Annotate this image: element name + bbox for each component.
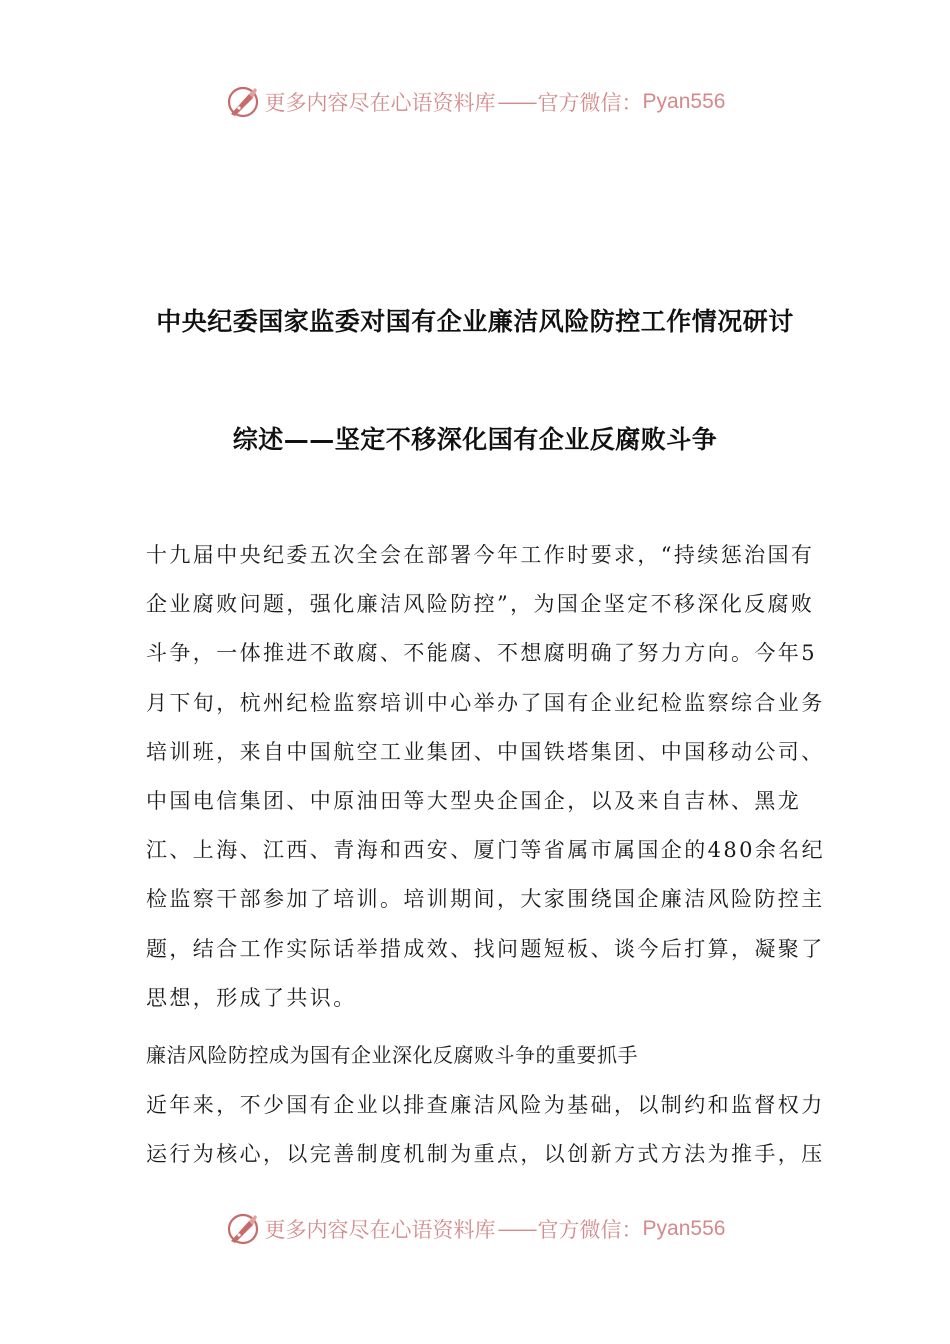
document-title-line-2: 综述——坚定不移深化国有企业反腐败斗争 xyxy=(232,425,718,454)
footer-watermark xyxy=(0,1209,950,1249)
watermark-text: 更多内容尽在心语资料库 xyxy=(264,91,496,115)
header-watermark xyxy=(0,82,950,122)
pen-nib-logo-icon xyxy=(225,1211,261,1247)
watermark-dash: —— xyxy=(497,90,536,114)
watermark-text: 更多内容尽在心语资料库 xyxy=(264,1218,496,1242)
watermark-wechat-label: 官方微信： xyxy=(537,1218,643,1242)
watermark-dash: —— xyxy=(497,1217,536,1241)
watermark-wechat-id: Pyan556 xyxy=(642,90,726,113)
pen-nib-logo-icon xyxy=(225,84,261,120)
paragraph-intro: 十九届中央纪委五次全会在部署今年工作时要求，“持续惩治国有企业腐败问题，强化廉洁风险防控”，为国企坚定不移深化反腐败斗争，一体推进不敢腐、不能腐、不想腐明确了努力方向。今年5月下旬，杭州纪检监察培训中心举办了国有企业纪检监察综合业务培训班，来自中国航空工业集团、中国铁塔集团、中国移动公司、中国电信集团、中原油田等大型央企国企，以及来自吉林、黑龙江、上海、江西、青海和西安、厦门等省属市属国企的480余名纪检监察干部参加了培训。培训期间，大家围绕国企廉洁风险防控主题，结合工作实际话举措成效、找问题短板、谈今后打算，凝聚了思想，形成了共识。 xyxy=(146,543,826,1010)
document-title-line-1: 中央纪委国家监委对国有企业廉洁风险防控工作情况研讨 xyxy=(156,307,794,336)
section-heading: 廉洁风险防控成为国有企业深化反腐败斗争的重要抓手 xyxy=(146,1043,638,1067)
watermark-wechat-id: Pyan556 xyxy=(642,1217,726,1240)
watermark-wechat-label: 官方微信： xyxy=(537,91,643,115)
paragraph-section: 近年来，不少国有企业以排查廉洁风险为基础，以制约和监督权力运行为核心，以完善制度机制为重点，以创新方式方法为推手，压 xyxy=(146,1093,825,1167)
